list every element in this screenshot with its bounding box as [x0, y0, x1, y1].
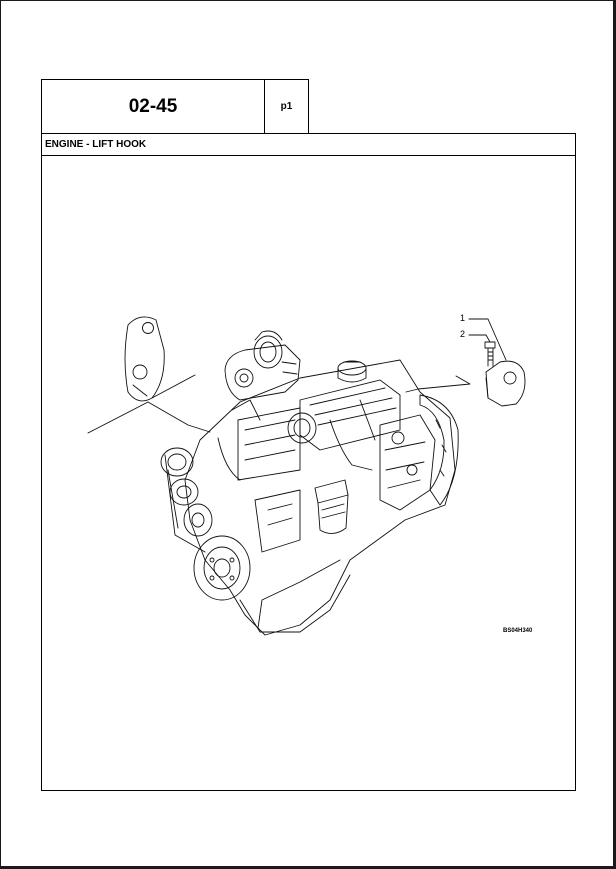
- left-lift-hook-bracket: [125, 317, 164, 401]
- callout-1: 1: [460, 313, 466, 323]
- block-side-detail: [255, 490, 300, 552]
- cylinder-head: [238, 380, 400, 480]
- section-code: 02-45: [128, 95, 178, 117]
- engine-block: [185, 360, 455, 635]
- callout-2-leader: [469, 335, 490, 342]
- pipe-lines: [218, 400, 260, 480]
- front-pulleys: [161, 448, 250, 600]
- left-leader-line: [88, 402, 210, 433]
- callout-2: 2: [460, 329, 466, 339]
- page-number: p1: [280, 101, 293, 112]
- flywheel-housing: [420, 395, 458, 505]
- right-lift-hook-bracket: [486, 361, 525, 406]
- turbocharger: [225, 331, 300, 400]
- callout-1-leader: [469, 319, 506, 360]
- figure-code: BS04H340: [503, 628, 533, 634]
- section-title: ENGINE - LIFT HOOK: [45, 139, 147, 150]
- injection-pump: [380, 415, 435, 510]
- bolt-icon: [485, 342, 495, 366]
- oil-filler-cap: [338, 361, 366, 382]
- fuel-filter: [315, 480, 348, 534]
- right-leader-line: [406, 376, 470, 392]
